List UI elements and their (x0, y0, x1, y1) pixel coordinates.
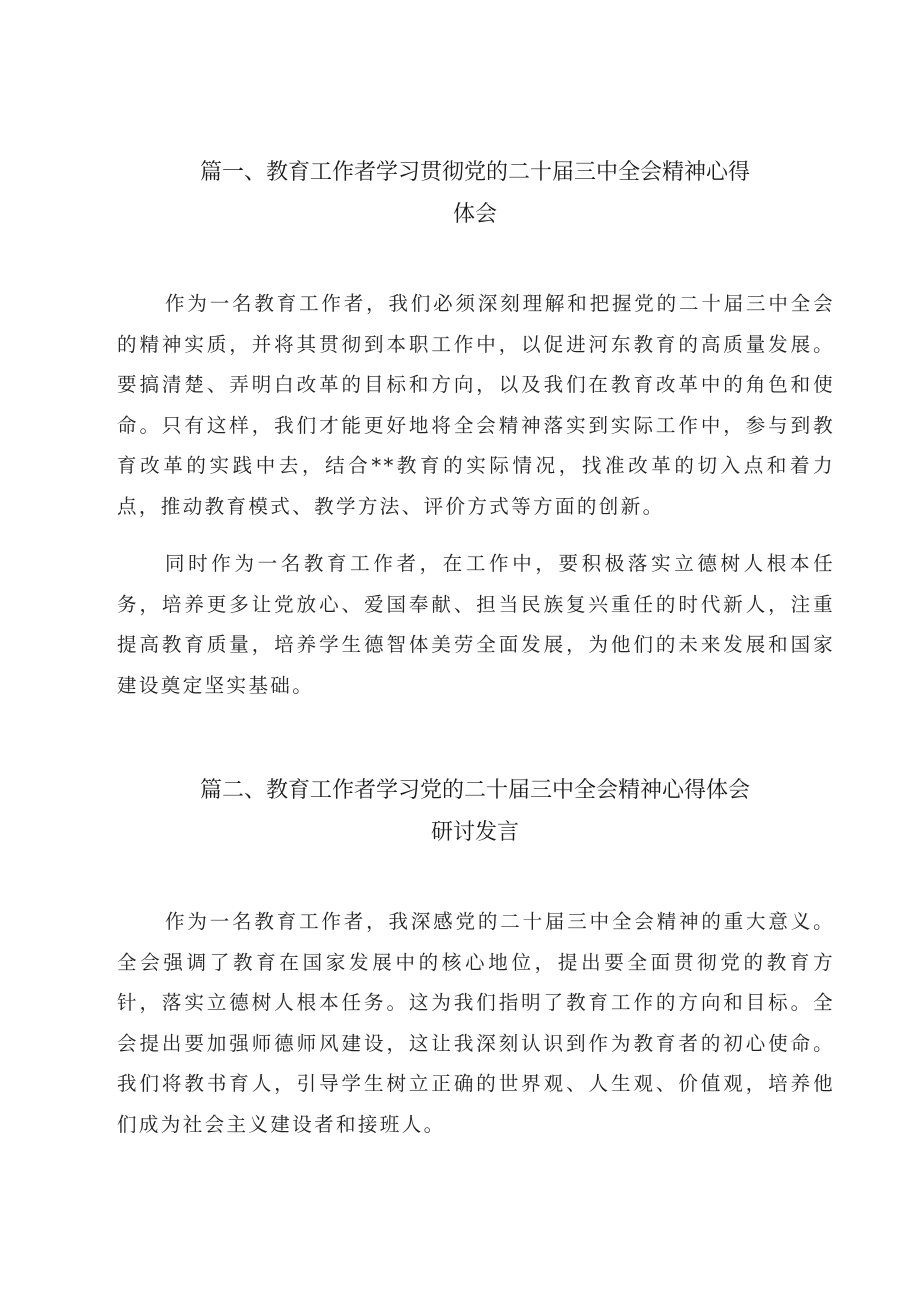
section-title-line: 篇二、教育工作者学习党的二十届三中全会精神心得体会 (199, 778, 750, 803)
section-title (118, 770, 832, 854)
section-title-line: 篇一、教育工作者学习贯彻党的二十届三中全会精神心得 (199, 160, 750, 185)
section-title (118, 152, 832, 236)
section-title-line: 体会 (452, 202, 497, 227)
section-title-line: 研讨发言 (430, 820, 519, 845)
body-paragraph: 作为一名教育工作者，我深感党的二十届三中全会精神的重大意义。全会强调了教育在国家发展中的核心地位，提出要全面贯彻党的教育方针，落实立德树人根本任务。这为我们指明了教育工作的方向和目标。全会提出要加强师德师风建设，这让我深刻认识到作为教育者的初心使命。我们将教书育人，引导学生树立正确的世界观、人生观、价值观，培养他们成为社会主义建设者和接班人。 (117, 910, 835, 1136)
body-paragraph: 同时作为一名教育工作者，在工作中，要积极落实立德树人根本任务，培养更多让党放心、爱国奉献、担当民族复兴重任的时代新人，注重提高教育质量，培养学生德智体美劳全面发展，为他们的未来发展和国家建设奠定坚实基础。 (117, 552, 835, 697)
body-paragraph: 作为一名教育工作者，我们必须深刻理解和把握党的二十届三中全会的精神实质，并将其贯彻到本职工作中，以促进河东教育的高质量发展。要搞清楚、弄明白改革的目标和方向，以及我们在教育改革中的角色和使命。只有这样，我们才能更好地将全会精神落实到实际工作中，参与到教育改革的实践中去，结合**教育的实际情况，找准改革的切入点和着力点，推动教育模式、教学方法、评价方式等方面的创新。 (117, 292, 835, 518)
